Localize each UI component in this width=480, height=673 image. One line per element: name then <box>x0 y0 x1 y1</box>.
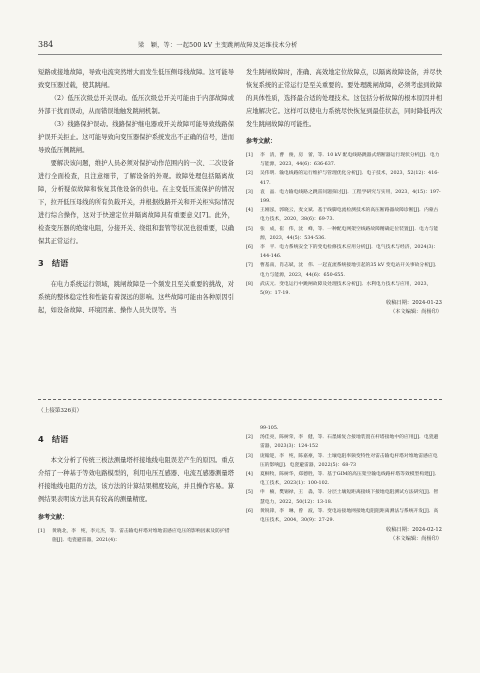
section-heading-conclusion: 3 结语 <box>38 258 69 268</box>
reference-item <box>246 261 442 279</box>
reference-number: [4] <box>246 472 253 478</box>
reference-text: 吴伟明．输电线路的运行维护与管理优化分析[J]．电子技术，2023，52(12)：416-417. <box>260 171 439 186</box>
reference-number: [6] <box>246 508 253 514</box>
reference-text: 申 楠，樊锡禄，王 淼，等．分层土壤短距离接线下接地电阻测试方法研究[J]．智慧电力，2022，50(12)：13-18. <box>260 490 439 505</box>
running-head: 梁 颖，等：一起500 kV 主变跳闸故障及运维技术分析 <box>138 42 298 49</box>
reference-text: 王刚泓，郭晓云，麦文斌．基于线脚电流检测技术的高压断路器故障诊断[J]．内蒙古电力技术，2020，38(6)：69-73. <box>260 208 439 223</box>
editor-note: （本文编辑：尚杨印） <box>390 536 442 543</box>
body-paragraph: （2）低压次级总开关误动。低压次级总开关可能由于内部故障或外部干扰而误动，从而错误地触发跳闸机制。 <box>38 95 234 115</box>
reference-number: [3] <box>246 453 253 459</box>
reference-item <box>246 188 442 206</box>
reference-item <box>246 507 442 525</box>
lower-right-column <box>246 424 442 544</box>
reference-number: [3] <box>246 189 253 195</box>
reference-number: [1] <box>246 153 253 158</box>
reference-text: 武庆元．变电运行中跳闸故障及处理技术分析[J]．水利电力技术与应用，2023，5(9)：17-19. <box>260 281 432 297</box>
reference-item <box>246 433 442 451</box>
reference-item <box>246 151 442 169</box>
reference-item <box>246 243 442 261</box>
reference-number: [5] <box>246 490 253 496</box>
reference-number: [2] <box>246 171 253 177</box>
references-title: 参考文献： <box>246 138 277 145</box>
reference-number: [2] <box>246 435 253 441</box>
reference-number <box>246 424 260 433</box>
reference-text: 袁 晶．电力输电线路之跳雷问题探讨[J]．工程学研究与实用，2023，4(15)：197-199. <box>260 189 441 205</box>
reference-item <box>246 225 442 243</box>
reference-number: [4] <box>246 208 253 214</box>
section-heading-conclusion: 4 结语 <box>38 434 69 444</box>
reference-number: [6] <box>246 245 253 251</box>
lower-left-column <box>38 424 234 545</box>
reference-number: [7] <box>246 263 253 269</box>
upper-right-column <box>246 66 442 317</box>
body-paragraph: 本文分析了传统三极法测量塔杆接地线电阻误差产生的原因。重点介绍了一种基于等效电路模型的，利用电压互感器、电流互感器测量塔杆接地线电阻的方法，该方法的计算结果精度较高，并且操作容易。算例结果表明该方法具有较高的测量精度。 <box>38 457 234 503</box>
body-paragraph: 发生跳闸故障时，准确、高效地定位故障点，以隔离故障设备，并尽快恢复系统的正常运行是至关重要的。要处理跳闸故障，必须考虑到故障的具体性质，选择最合适的处理技术。这包括分析故障的根本原因并相应地解决它。这样可以使电力系统尽快恢复到最佳状态，同时降低再次发生跳闸故障的可能性。 <box>246 69 442 128</box>
reference-text: 汤佳亮，陈树荣，李 健，等．石墨烯复合接地装置在杆塔接地中的应用[J]．电瓷避雷器，2023(3)：124-152 <box>260 435 439 450</box>
reference-number: [8] <box>246 281 253 287</box>
reference-text: 夏桐牧，陈树华，郑德胜，等．基于GIM的高压架空输电线路杆塔等效模型构建[J]．电工技术，2023(1)：100-102. <box>260 472 440 487</box>
page-header <box>38 40 442 55</box>
reference-item <box>38 527 234 545</box>
received-date: 收稿日期：2024-02-12 <box>386 527 442 534</box>
reference-item <box>246 169 442 187</box>
reference-item <box>246 206 442 224</box>
received-date: 收稿日期：2024-01-23 <box>386 300 442 307</box>
reference-item <box>246 424 442 433</box>
reference-number: [5] <box>246 226 253 232</box>
editor-note: （本文编辑：尚杨印） <box>390 309 442 316</box>
reference-text: 99-105. <box>260 426 279 431</box>
reference-item <box>246 452 442 470</box>
body-paragraph: 在电力系统运行领域，跳闸故障是一个频发且至关重要的挑战，对系统的整体稳定性和性能有着深远的影响。这些故障可能由各种原因引起，如设备故障、环境因素、操作人员失误等。当 <box>38 281 234 314</box>
reference-text: 黄锐锋，李 琳，曾 波，等．变电站接地网接地电阻阻距离测法与系统开发[J]．高电压技术，2004，30(9)：27-29. <box>260 508 439 524</box>
reference-item <box>246 488 442 506</box>
reference-text: 张 成，崔 伟，沈 峰，等．一种配电网架空线路故障精确定位装置[J]．电力与能源，2023，44(5)：534-536. <box>260 226 439 241</box>
body-paragraph: 短路或接地故障，导致电流突然增大而发生低压侧母线故障。这可能导致变压器过载，使其跳闸。 <box>38 69 234 89</box>
reference-text: 李 平．电力系统安全下的变电检修技术应用分析[J]．电气技术与经济，2024(3)：144-146. <box>260 245 439 260</box>
references-title: 参考文献： <box>38 514 69 521</box>
reference-text: 黄晓北，李 纯，李元杰，等．雷击输电杆塔对堆地雷感应电压的影响因素及防护措施[J]．电瓷避雷器，2021(4)： <box>52 529 230 544</box>
reference-text: 曹基南，肖志斌，沈 伟．一起直流系统接地引起的35 kV 变电站开关事故分析[J]．电力与能源，2023，44(6)：650-655. <box>260 263 440 278</box>
reference-text: 李 清，曹 俊，房 蕾，等．10 kV 配电线路跳器式熔断器运行现状分析[J]．电力与能源，2023，44(6)：636-637. <box>260 153 440 168</box>
reference-item <box>246 280 442 298</box>
continuation-note: （上接第326页） <box>38 408 83 414</box>
reference-item <box>246 470 442 488</box>
section-divider <box>38 399 442 400</box>
body-paragraph: 要解决该问题，维护人员必须对保护动作范围内的一次、二次设备进行全面检查，且注意细节，了解设备的外观。故障处理包括隔离故障，分析疑似故障和恢复其他设备的供电。在主变低压流保护的情况下，拉开低压母线的所有负载开关，并根据线路开关和开关柜实际情况进行综合操作，这对于快速定位并隔离故障具有重要意义[7]。此外，检查变压器的绝缘电阻，分接开关、绕组和套管等状况也很重要，以确保其正常运行。 <box>38 160 234 245</box>
page-number: 384 <box>38 40 54 49</box>
reference-list <box>246 151 442 298</box>
reference-list <box>246 424 442 525</box>
upper-left-column <box>38 66 234 317</box>
reference-list <box>38 527 234 545</box>
body-paragraph: （3）线路保护误动。线路保护继电器或开关故障可能导致线路保护误开关拒止。这可能导致向变压器保护系统发出不正确的信号，进而导致低压侧跳闸。 <box>38 121 234 154</box>
reference-number: [1] <box>38 529 45 534</box>
reference-text: 庞翰迎，李 纯，陈嘉豪，等．土壤电阻率频变特性对雷击输电杆塔对堆地雷感应电压的影响[J]．电瓷避雷器，2022(5)：68-73 <box>260 453 438 468</box>
